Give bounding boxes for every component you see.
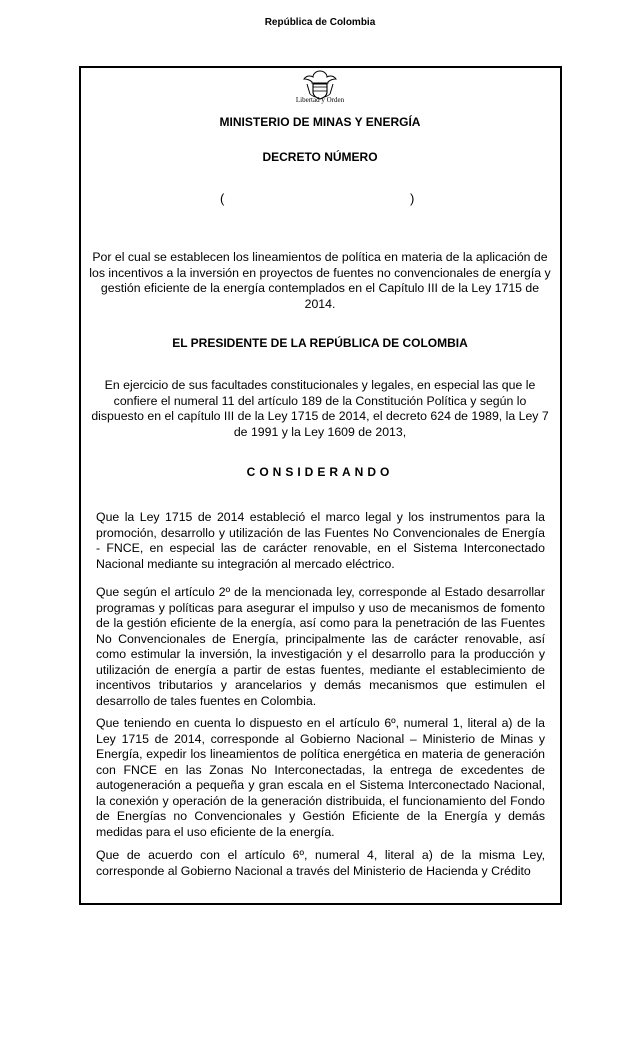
coat-of-arms-motto: Libertad y Orden (295, 96, 345, 104)
decree-number-paren-open: ( (220, 191, 225, 206)
coat-of-arms-icon (298, 68, 342, 112)
consideration-paragraph: Que según el artículo 2º de la mencionada ley, corresponde al Estado desarrollar programas y políticas para asegurar el impulso y uso de mecanismos de fomento de la gestión eficiente de la energía, así como para la penetración de las Fuentes No Convencionales de Energía, principalmente las de carácter renovable, así como estimular la inversión, la investigación y el desarrollo para la producción y utilización de energía a partir de estas fuentes, mediante el establecimiento de incentivos tributarios y arancelarios y demás mecanismos que estimulen el desarrollo de tales fuentes en Colombia. (96, 585, 545, 708)
decree-number-paren-close: ) (410, 191, 415, 206)
authority-heading: EL PRESIDENTE DE LA REPÚBLICA DE COLOMBIA (172, 336, 468, 350)
considering-heading: CONSIDERANDO (246, 465, 394, 479)
ministry-title: MINISTERIO DE MINAS Y ENERGÍA (219, 115, 421, 129)
country-header: República de Colombia (264, 17, 376, 28)
decree-subject: Por el cual se establecen los lineamientos de política en materia de la aplicación de los incentivos a la inversión en proyectos de fuentes no convencionales de energía y gestión eficiente de la energía contemplados en el Capítulo III de la Ley 1715 de 2014. (89, 250, 551, 311)
consideration-paragraph: Que de acuerdo con el artículo 6º, numeral 4, literal a) de la misma Ley, corresponde al Gobierno Nacional a través del Ministerio de Hacienda y Crédito (96, 848, 545, 878)
decree-number-label: DECRETO NÚMERO (262, 150, 378, 164)
consideration-paragraph: Que la Ley 1715 de 2014 estableció el marco legal y los instrumentos para la promoción, desarrollo y utilización de las Fuentes No Convencionales de Energía - FNCE, en especial las de carácter renovable, en el Sistema Interconectado Nacional mediante su integración al mercado eléctrico. (96, 510, 545, 571)
consideration-paragraph: Que teniendo en cuenta lo dispuesto en el artículo 6º, numeral 1, literal a) de la Ley 1715 de 2014, corresponde al Gobierno Nacional – Ministerio de Minas y Energía, expedir los lineamientos de política energética en materia de generación con FNCE en las Zonas No Interconectadas, la entrega de excedentes de autogeneración a pequeña y gran escala en el Sistema Interconectado Nacional, la conexión y operación de la generación distribuida, el funcionamiento del Fondo de Energías no Convencionales y Gestión Eficiente de la Energía y demás medidas para el uso eficiente de la energía. (96, 716, 545, 839)
powers-paragraph: En ejercicio de sus facultades constitucionales y legales, en especial las que le confiere el numeral 11 del artículo 189 de la Constitución Política y según lo dispuesto en el capítulo III de la Ley 1715 de 2014, el decreto 624 de 1989, la Ley 7 de 1991 y la Ley 1609 de 2013, (91, 378, 549, 439)
